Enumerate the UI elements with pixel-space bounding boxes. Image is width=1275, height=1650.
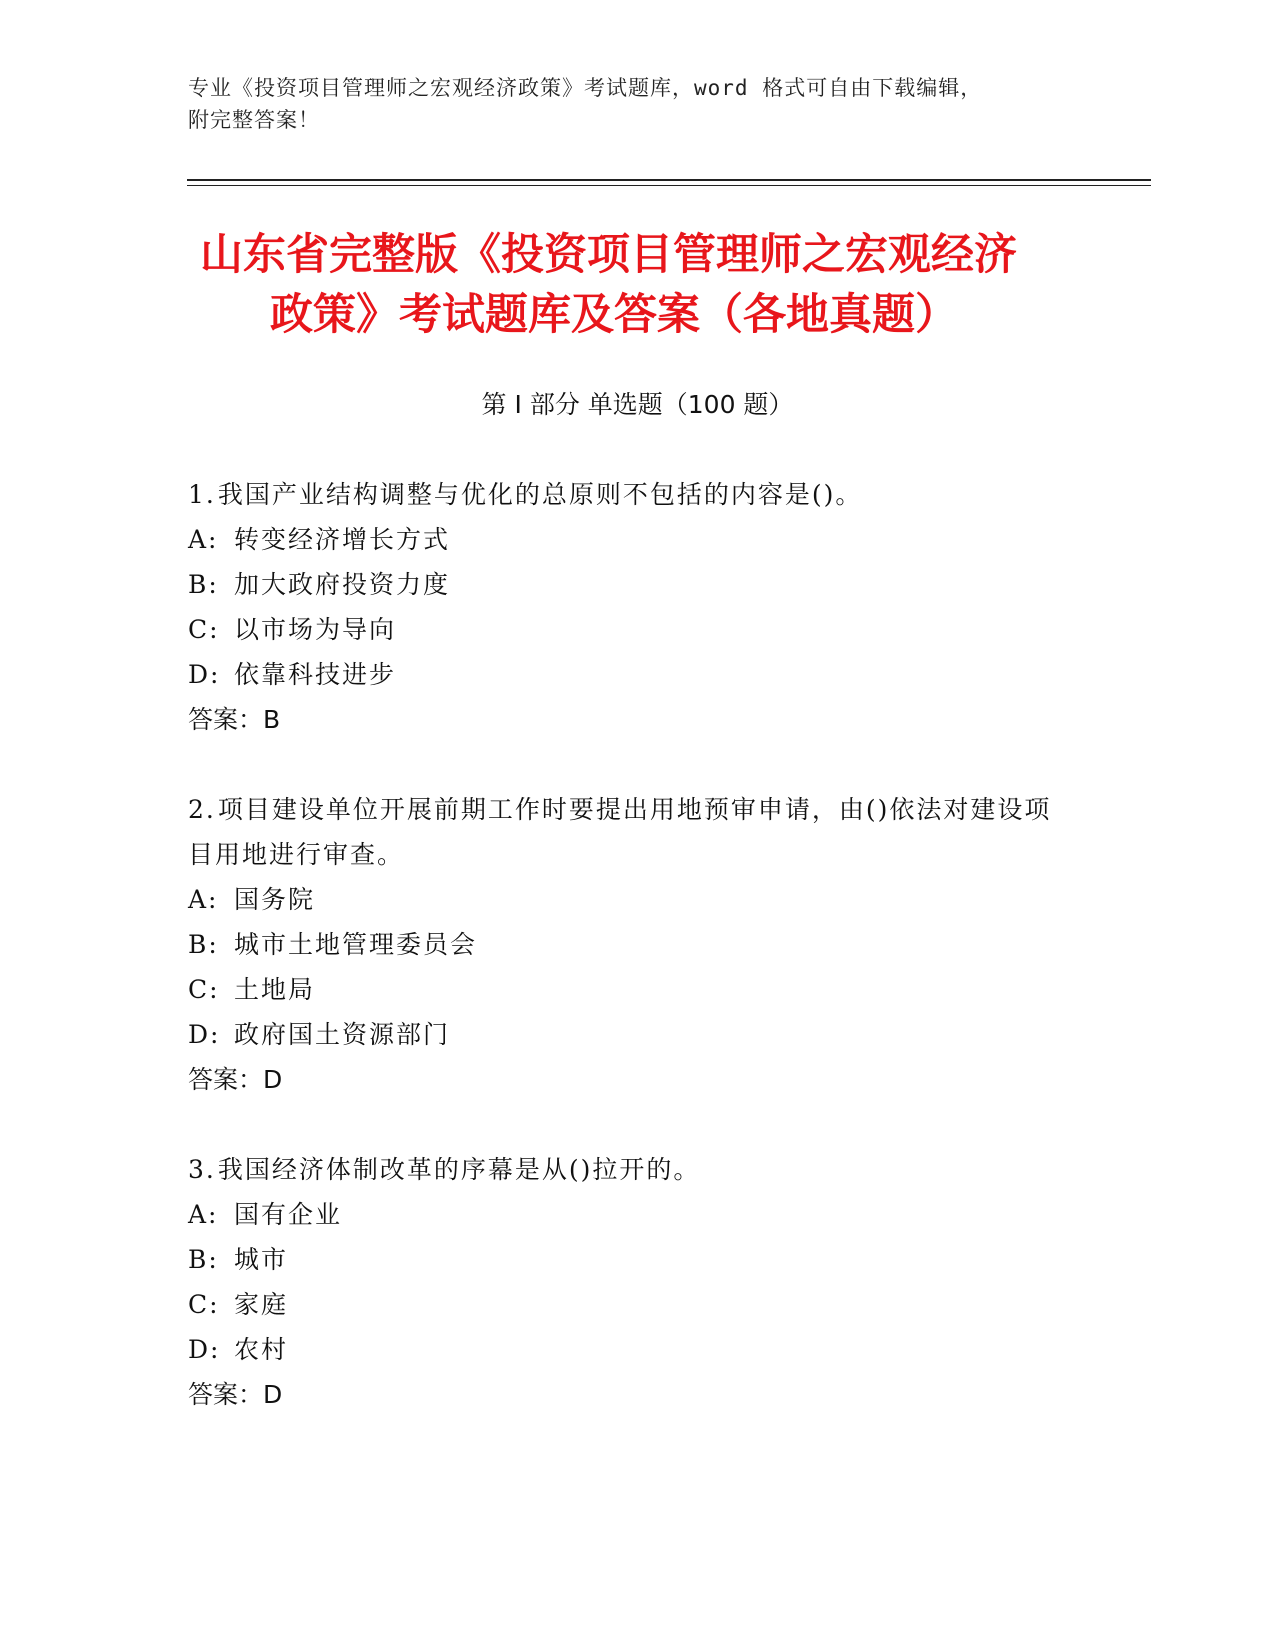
header-divider-thin xyxy=(187,185,1151,186)
question-text: 我国经济体制改革的序幕是从()拉开的。 xyxy=(217,1155,701,1184)
option-text: 农村 xyxy=(234,1335,289,1364)
option-label: B: xyxy=(188,570,219,599)
option-label: A: xyxy=(188,525,219,554)
answer-value: D xyxy=(263,1065,283,1094)
option-a xyxy=(188,517,1068,562)
option-c xyxy=(188,967,1068,1012)
question-number: 1. xyxy=(188,480,216,509)
header-divider-thick xyxy=(187,179,1151,181)
answer-line xyxy=(188,1372,1068,1418)
option-label: D: xyxy=(188,1020,221,1049)
option-label: C: xyxy=(188,1290,220,1319)
question-text: 项目建设单位开展前期工作时要提出用地预审申请，由()依法对建设项目用地进行审查。 xyxy=(188,795,1052,869)
title-line-2: 政策》考试题库及答案（各地真题） xyxy=(270,290,958,340)
question-2 xyxy=(188,787,1068,1103)
option-a xyxy=(188,1192,1068,1237)
option-label: C: xyxy=(188,975,220,1004)
answer-value: B xyxy=(263,705,281,734)
option-text: 国有企业 xyxy=(234,1200,343,1229)
question-number: 2. xyxy=(188,795,216,824)
option-text: 土地局 xyxy=(234,975,316,1004)
answer-line xyxy=(188,1057,1068,1103)
option-label: B: xyxy=(188,1245,219,1274)
question-list xyxy=(188,472,1068,1462)
header-note-line-1: 专业《投资项目管理师之宏观经济政策》考试题库，word 格式可自由下载编辑， xyxy=(188,76,983,100)
title-line-1: 山东省完整版《投资项目管理师之宏观经济 xyxy=(200,230,1017,280)
document-title xyxy=(190,225,1090,345)
option-d xyxy=(188,1327,1068,1372)
answer-prefix: 答案： xyxy=(188,1065,264,1094)
option-label: B: xyxy=(188,930,219,959)
option-label: D: xyxy=(188,1335,221,1364)
option-text: 家庭 xyxy=(234,1290,289,1319)
answer-prefix: 答案： xyxy=(188,1380,264,1409)
option-d xyxy=(188,652,1068,697)
question-number: 3. xyxy=(188,1155,216,1184)
option-text: 依靠科技进步 xyxy=(234,660,397,689)
option-text: 政府国土资源部门 xyxy=(234,1020,451,1049)
option-text: 国务院 xyxy=(234,885,316,914)
option-b xyxy=(188,562,1068,607)
question-1 xyxy=(188,472,1068,743)
option-text: 加大政府投资力度 xyxy=(234,570,451,599)
option-label: A: xyxy=(188,885,219,914)
option-c xyxy=(188,1282,1068,1327)
option-d xyxy=(188,1012,1068,1057)
option-text: 城市 xyxy=(234,1245,289,1274)
option-label: D: xyxy=(188,660,221,689)
option-text: 转变经济增长方式 xyxy=(234,525,451,554)
question-text: 我国产业结构调整与优化的总原则不包括的内容是()。 xyxy=(217,480,863,509)
option-label: A: xyxy=(188,1200,219,1229)
option-c xyxy=(188,607,1068,652)
question-stem xyxy=(188,472,1068,517)
question-stem xyxy=(188,787,1068,877)
section-heading: 第 I 部分 单选题（100 题） xyxy=(481,390,794,419)
question-stem xyxy=(188,1147,1068,1192)
answer-prefix: 答案： xyxy=(188,705,264,734)
option-text: 城市土地管理委员会 xyxy=(234,930,478,959)
option-label: C: xyxy=(188,615,220,644)
option-b xyxy=(188,922,1068,967)
document-header-note xyxy=(188,72,1088,136)
answer-value: D xyxy=(263,1380,283,1409)
option-text: 以市场为导向 xyxy=(234,615,397,644)
question-3 xyxy=(188,1147,1068,1418)
answer-line xyxy=(188,697,1068,743)
header-note-line-2: 附完整答案！ xyxy=(188,108,320,132)
option-b xyxy=(188,1237,1068,1282)
option-a xyxy=(188,877,1068,922)
